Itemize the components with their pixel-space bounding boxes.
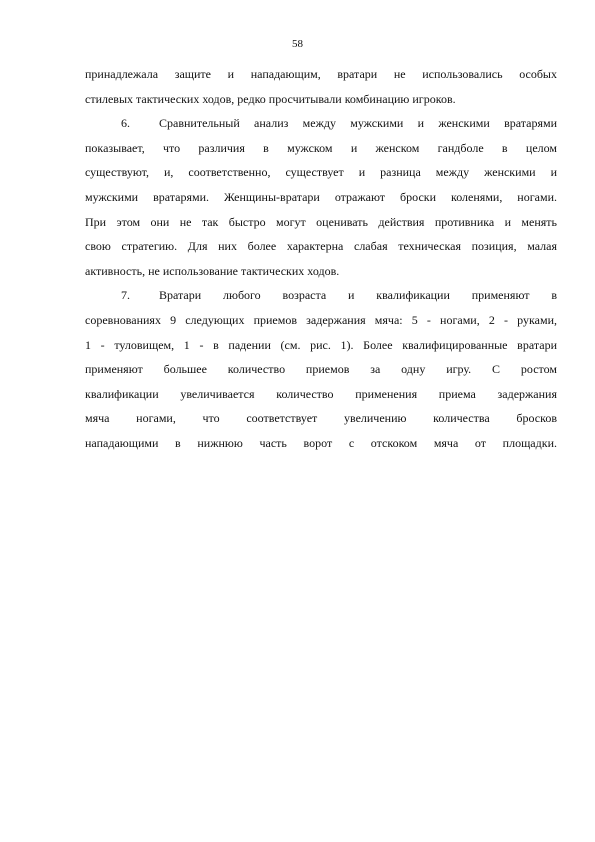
body-text [85,62,557,456]
text-line: 1 - туловищем, 1 - в падении (см. рис. 1). Более квалифицированные вратари [85,337,557,352]
list-item-number: 6. [121,116,130,131]
list-item-6-first-line [85,111,557,136]
text-line: При этом они не так быстро могут оценивать действия противника и менять [85,214,557,229]
list-item-7-first-line [85,283,557,308]
text-line: существуют, и, соответственно, существует и разница между женскими и [85,165,557,180]
text-line: применяют большее количество приемов за одну игру. С ростом [85,362,557,377]
text-line: показывает, что различия в мужском и женском гандболе в целом [85,140,557,155]
text-line: соревнованиях 9 следующих приемов задержания мяча: 5 - ногами, 2 - руками, [85,312,557,327]
text-line: мяча ногами, что соответствует увеличению количества бросков [85,411,557,426]
text-line: свою стратегию. Для них более характерна слабая техническая позиция, малая [85,239,557,254]
text-line: активность, не использование тактических ходов. [85,263,340,278]
text-line: Сравнительный анализ между мужскими и женскими вратарями [159,116,557,131]
list-item-number: 7. [121,288,130,303]
text-line: мужскими вратарями. Женщины-вратари отражают броски коленями, ногами. [85,189,557,204]
page-number: 58 [292,38,303,50]
text-line: Вратари любого возраста и квалификации применяют в [159,288,557,303]
text-line: нападающими в нижнюю часть ворот с отскоком мяча от площадки. [85,435,557,450]
text-line: принадлежала защите и нападающим, вратари не использовались особых [85,67,557,81]
text-line: квалификации увеличивается количество применения приема задержания [85,386,557,401]
text-line: стилевых тактических ходов, редко просчитывали комбинацию игроков. [85,91,456,106]
